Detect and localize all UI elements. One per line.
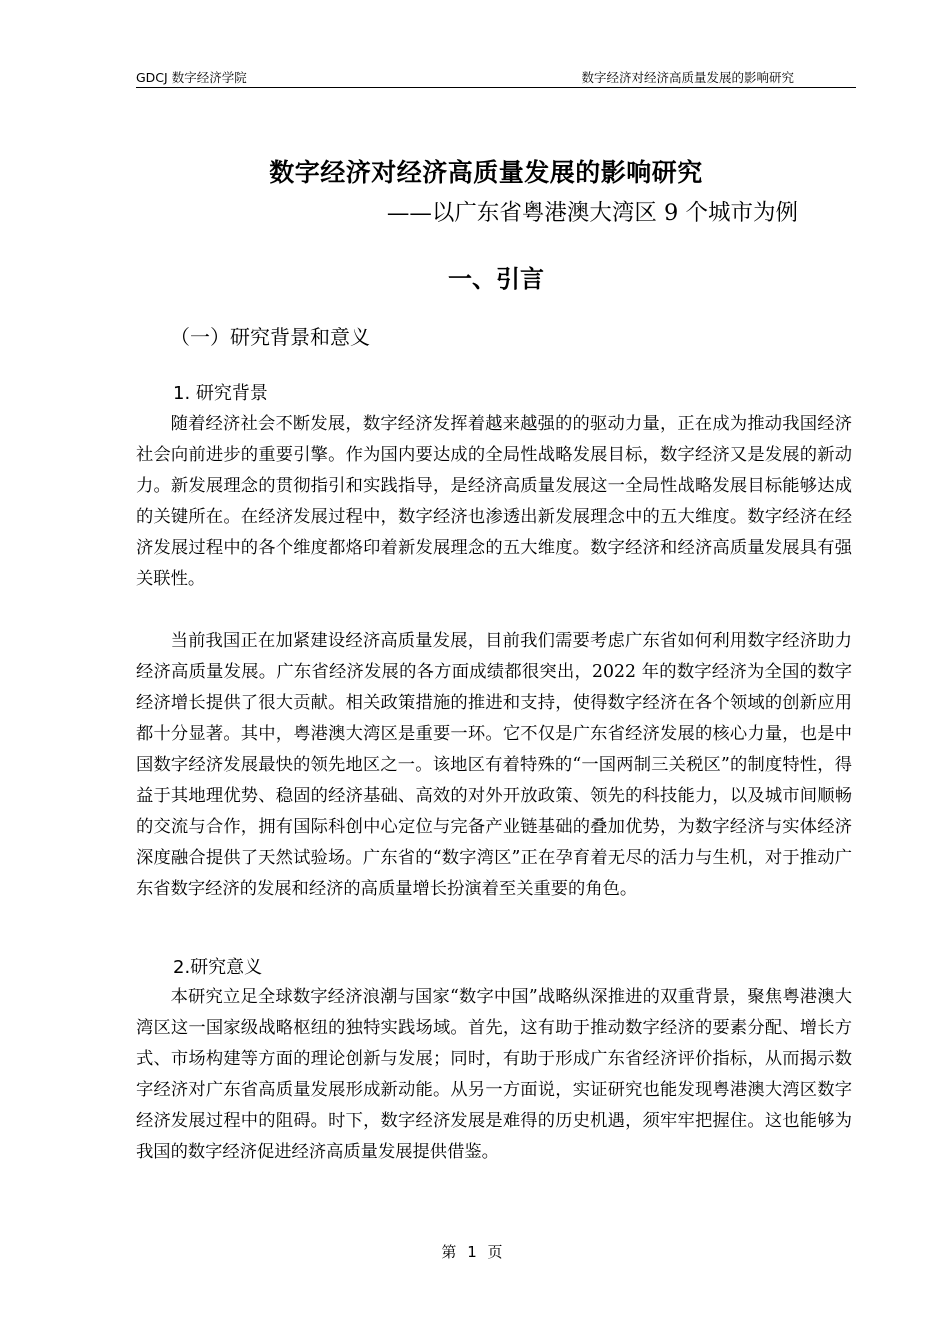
document-title: 数字经济对经济高质量发展的影响研究: [269, 158, 703, 187]
header-divider: [136, 87, 856, 88]
document-subtitle: ——以广东省粤港澳大湾区 9 个城市为例: [386, 200, 798, 226]
page-number-suffix: 页: [487, 1243, 503, 1261]
header-right-text: 数字经济对经济高质量发展的影响研究: [581, 70, 794, 85]
section-heading-introduction: 一、引言: [448, 265, 544, 293]
part-heading-research-significance: 2.研究意义: [173, 957, 263, 978]
paragraph-background-1: 随着经济社会不断发展，数字经济发挥着越来越强的的驱动力量，正在成为推动我国经济社会向前进步的重要引擎。作为国内要达成的全局性战略发展目标，数字经济又是发展的新动力。新发展理念的贯彻指引和实践指导，是经济高质量发展这一全局性战略发展目标能够达成的关键所在。在经济发展过程中，数字经济也渗透出新发展理念中的五大维度。数字经济在经济发展过程中的各个维度都烙印着新发展理念的五大维度。数字经济和经济高质量发展具有强关联性。: [136, 414, 852, 589]
page-number-prefix: 第: [441, 1243, 457, 1261]
page-footer: [136, 1241, 808, 1263]
header-left-text: GDCJ 数字经济学院: [136, 70, 247, 85]
paragraph-significance-1: 本研究立足全球数字经济浪潮与国家“数字中国”战略纵深推进的双重背景，聚焦粤港澳大湾区这一国家级战略枢纽的独特实践场域。首先，这有助于推动数字经济的要素分配、增长方式、市场构建等方面的理论创新与发展；同时，有助于形成广东省经济评价指标，从而揭示数字经济对广东省高质量发展形成新动能。从另一方面说，实证研究也能发现粤港澳大湾区数字经济发展过程中的阻碍。时下，数字经济发展是难得的历史机遇，须牢牢把握住。这也能够为我国的数字经济促进经济高质量发展提供借鉴。: [136, 987, 852, 1162]
subsection-heading-background-significance: （一）研究背景和意义: [170, 325, 370, 349]
paragraph-background-2: 当前我国正在加紧建设经济高质量发展，目前我们需要考虑广东省如何利用数字经济助力经济高质量发展。广东省经济发展的各方面成绩都很突出，2022 年的数字经济为全国的数字经济增长提供了很大贡献。相关政策措施的推进和支持，使得数字经济在各个领域的创新应用都十分显著。其中，粤港澳大湾区是重要一环。它不仅是广东省经济发展的核心力量，也是中国数字经济发展最快的领先地区之一。该地区有着特殊的“一国两制三关税区”的制度特性，得益于其地理优势、稳固的经济基础、高效的对外开放政策、领先的科技能力，以及城市间顺畅的交流与合作，拥有国际科创中心定位与完备产业链基础的叠加优势，为数字经济与实体经济深度融合提供了天然试验场。广东省的“数字湾区”正在孕育着无尽的活力与生机，对于推动广东省数字经济的发展和经济的高质量增长扮演着至关重要的角色。: [136, 631, 852, 899]
page-number: 1: [467, 1243, 477, 1261]
page-header: [136, 69, 856, 87]
part-heading-research-background: 1. 研究背景: [173, 383, 268, 404]
